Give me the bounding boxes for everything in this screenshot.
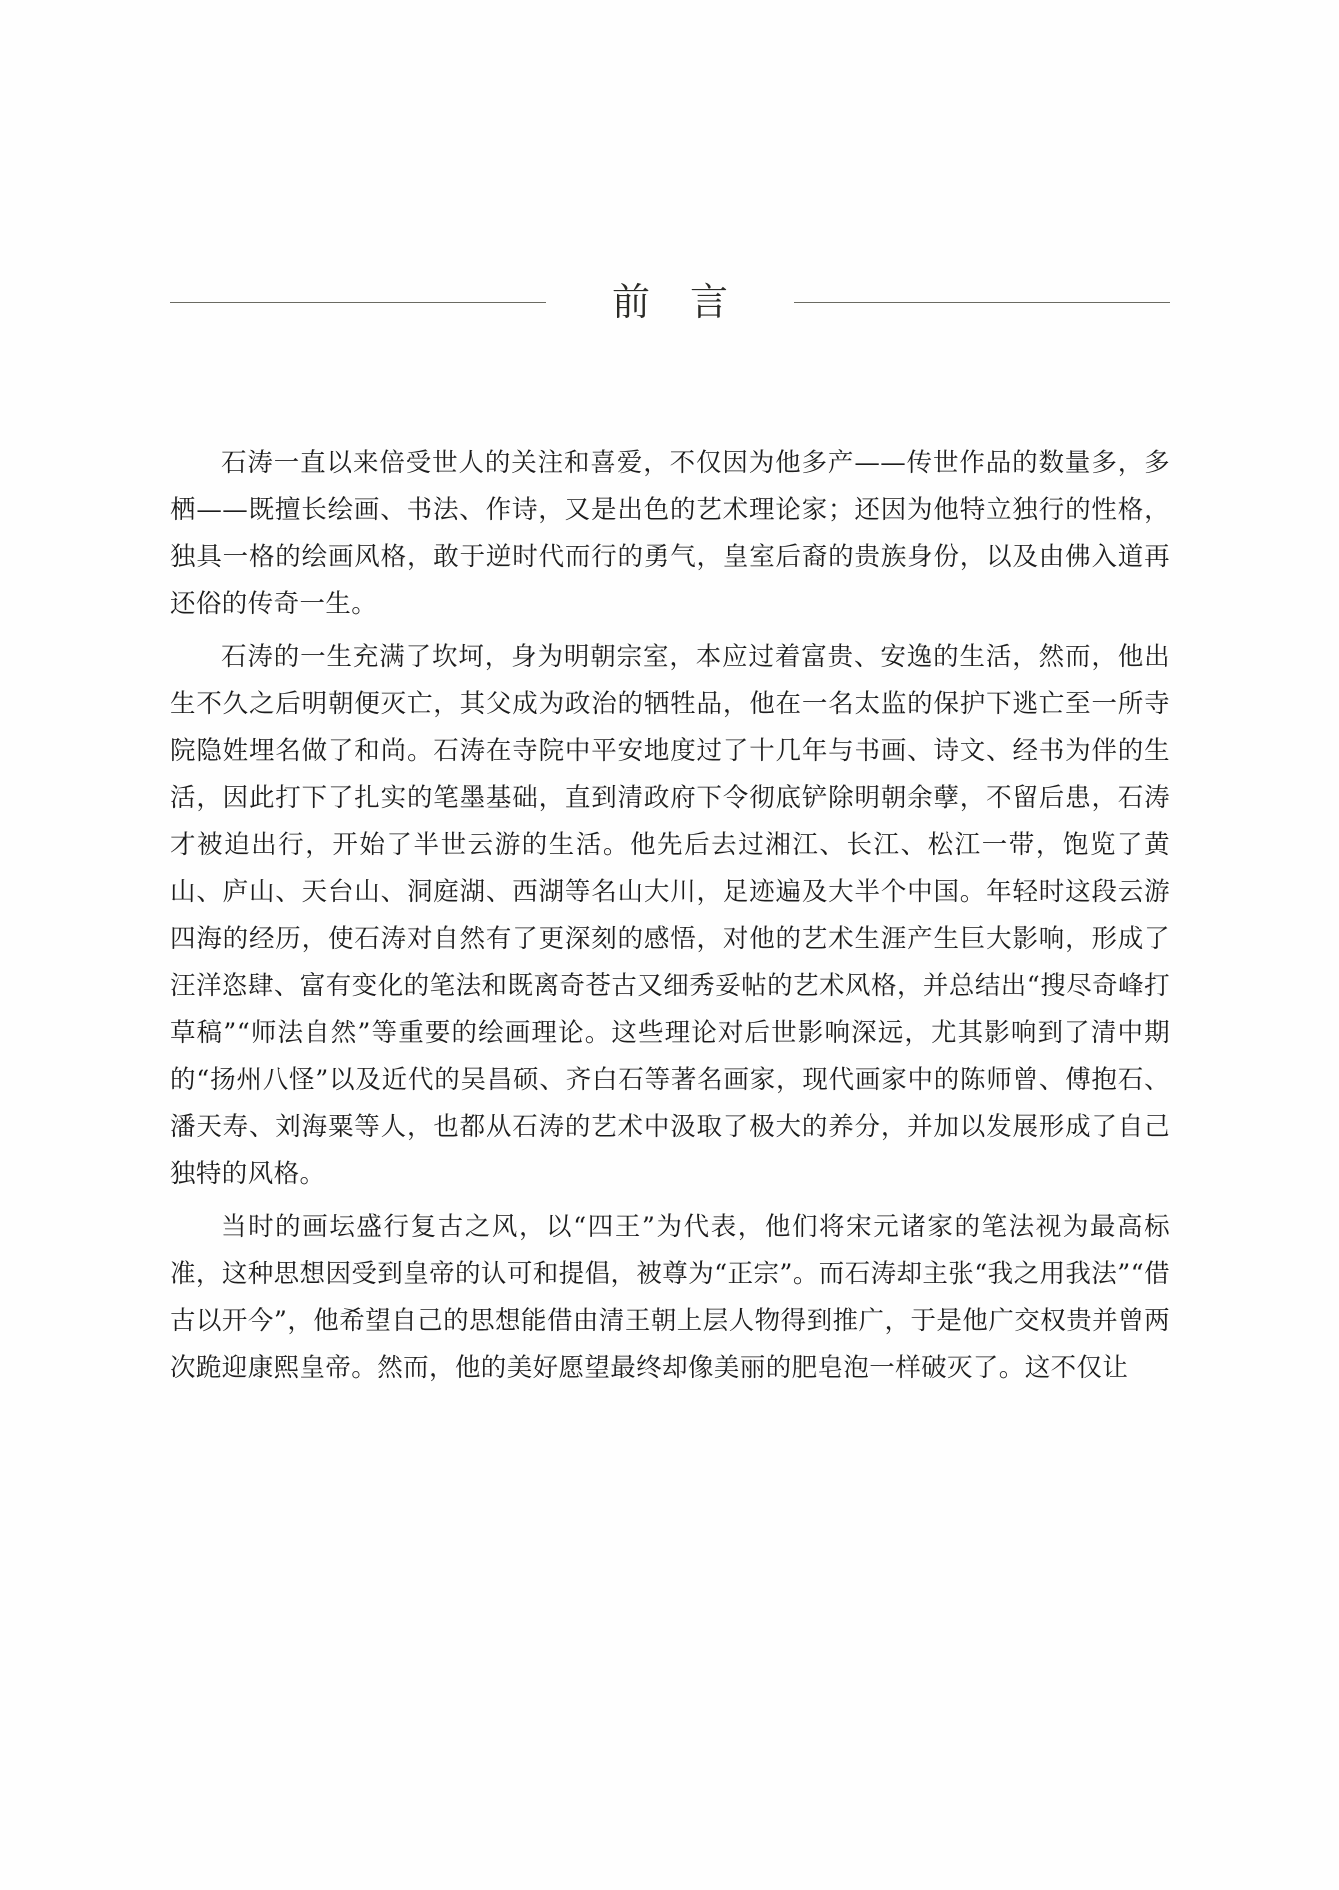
body-text — [170, 440, 1170, 1392]
heading-rule-left — [170, 302, 546, 303]
paragraph: 石涛的一生充满了坎坷，身为明朝宗室，本应过着富贵、安逸的生活，然而，他出生不久之后明朝便灭亡，其父成为政治的牺牲品，他在一名太监的保护下逃亡至一所寺院隐姓埋名做了和尚。石涛在寺院中平安地度过了十几年与书画、诗文、经书为伴的生活，因此打下了扎实的笔墨基础，直到清政府下令彻底铲除明朝余孽，不留后患，石涛才被迫出行，开始了半世云游的生活。他先后去过湘江、长江、松江一带，饱览了黄山、庐山、天台山、洞庭湖、西湖等名山大川，足迹遍及大半个中国。年轻时这段云游四海的经历，使石涛对自然有了更深刻的感悟，对他的艺术生涯产生巨大影响，形成了汪洋恣肆、富有变化的笔法和既离奇苍古又细秀妥帖的艺术风格，并总结出“搜尽奇峰打草稿”“师法自然”等重要的绘画理论。这些理论对后世影响深远，尤其影响到了清中期的“扬州八怪”以及近代的吴昌硕、齐白石等著名画家，现代画家中的陈师曾、傅抱石、潘天寿、刘海粟等人，也都从石涛的艺术中汲取了极大的养分，并加以发展形成了自己独特的风格。 — [170, 642, 1170, 1189]
paragraph: 当时的画坛盛行复古之风，以“四王”为代表，他们将宋元诸家的笔法视为最高标准，这种思想因受到皇帝的认可和提倡，被尊为“正宗”。而石涛却主张“我之用我法”“借古以开今”，他希望自己的思想能借由清王朝上层人物得到推广，于是他广交权贵并曾两次跪迎康熙皇帝。然而，他的美好愿望最终却像美丽的肥皂泡一样破灭了。这不仅让 — [170, 1212, 1170, 1383]
page-title: 前 言 — [611, 280, 743, 324]
paragraph: 石涛一直以来倍受世人的关注和喜爱，不仅因为他多产——传世作品的数量多，多栖——既擅长绘画、书法、作诗，又是出色的艺术理论家；还因为他特立独行的性格，独具一格的绘画风格，敢于逆时代而行的勇气，皇室后裔的贵族身份，以及由佛入道再还俗的传奇一生。 — [170, 448, 1170, 619]
heading-rule-right — [794, 302, 1170, 303]
section-heading — [170, 280, 1170, 324]
